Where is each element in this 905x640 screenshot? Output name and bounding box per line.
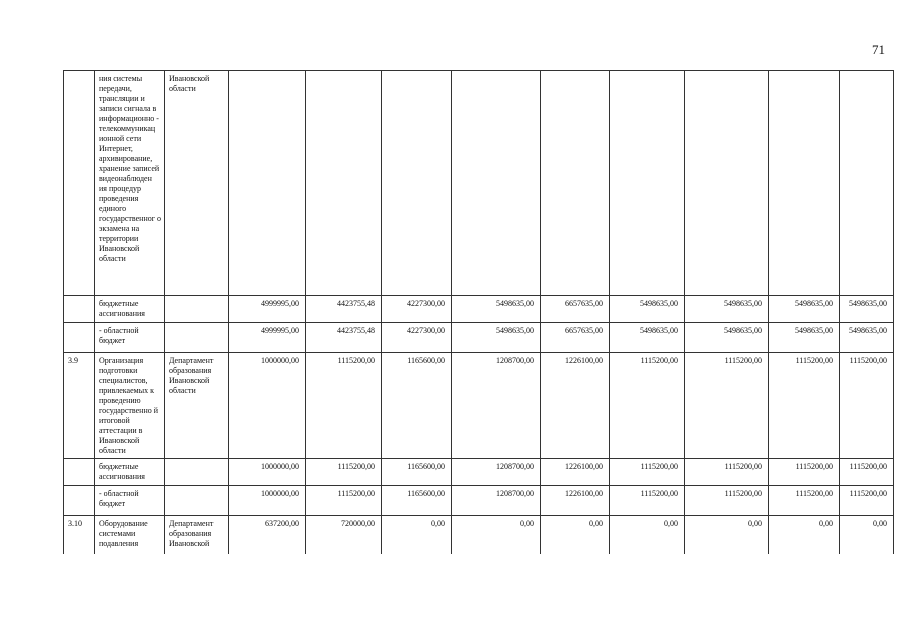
amount-cell: 0,00 xyxy=(840,516,894,554)
amount-cell xyxy=(382,71,452,296)
amount-cell: 4423755,48 xyxy=(306,296,382,323)
row-number-cell: 3.10 xyxy=(64,516,95,554)
activity-name-cell: бюджетные ассигнования xyxy=(95,296,165,323)
activity-name-cell: ния системы передачи, трансляции и записи сигнала в информационно - телекоммуникац ионной сети Интернет, архивирование, хранение записей видеонаблюден ия процедур проведения единого государственног о экзамена на территории Ивановской области xyxy=(95,71,165,296)
amount-cell xyxy=(685,71,769,296)
row-number-cell xyxy=(64,71,95,296)
table-row xyxy=(64,353,894,459)
amount-cell: 1000000,00 xyxy=(229,486,306,516)
amount-cell: 4423755,48 xyxy=(306,323,382,353)
executor-cell xyxy=(165,486,229,516)
table-row xyxy=(64,71,894,296)
amount-cell: 1115200,00 xyxy=(610,459,685,486)
executor-cell xyxy=(165,459,229,486)
amount-cell: 1115200,00 xyxy=(769,459,840,486)
amount-cell: 0,00 xyxy=(382,516,452,554)
table-row xyxy=(64,296,894,323)
amount-cell: 1226100,00 xyxy=(541,486,610,516)
amount-cell xyxy=(840,71,894,296)
executor-cell: Департамент образования Ивановской области xyxy=(165,353,229,459)
row-number-cell xyxy=(64,296,95,323)
amount-cell: 5498635,00 xyxy=(452,323,541,353)
table-row xyxy=(64,323,894,353)
amount-cell: 5498635,00 xyxy=(685,323,769,353)
amount-cell: 1115200,00 xyxy=(685,486,769,516)
amount-cell: 4227300,00 xyxy=(382,296,452,323)
amount-cell: 5498635,00 xyxy=(769,323,840,353)
activity-name-cell: - областной бюджет xyxy=(95,323,165,353)
activity-name-cell: Организация подготовки специалистов, привлекаемых к проведению государственно й итоговой аттестации в Ивановской области xyxy=(95,353,165,459)
executor-cell: Ивановской области xyxy=(165,71,229,296)
amount-cell: 5498635,00 xyxy=(840,323,894,353)
activity-name-cell: бюджетные ассигнования xyxy=(95,459,165,486)
amount-cell: 1165600,00 xyxy=(382,353,452,459)
amount-cell: 1208700,00 xyxy=(452,353,541,459)
amount-cell: 1115200,00 xyxy=(306,353,382,459)
amount-cell xyxy=(452,71,541,296)
amount-cell: 5498635,00 xyxy=(840,296,894,323)
amount-cell xyxy=(610,71,685,296)
executor-cell xyxy=(165,296,229,323)
amount-cell xyxy=(229,71,306,296)
amount-cell: 5498635,00 xyxy=(452,296,541,323)
table-row xyxy=(64,486,894,516)
amount-cell: 0,00 xyxy=(769,516,840,554)
amount-cell: 1208700,00 xyxy=(452,459,541,486)
row-number-cell xyxy=(64,486,95,516)
amount-cell: 0,00 xyxy=(541,516,610,554)
amount-cell xyxy=(306,71,382,296)
amount-cell: 1115200,00 xyxy=(306,459,382,486)
amount-cell: 720000,00 xyxy=(306,516,382,554)
amount-cell: 1115200,00 xyxy=(840,459,894,486)
amount-cell xyxy=(541,71,610,296)
amount-cell: 1000000,00 xyxy=(229,459,306,486)
executor-cell: Департамент образования Ивановской xyxy=(165,516,229,554)
amount-cell: 6657635,00 xyxy=(541,323,610,353)
amount-cell: 1115200,00 xyxy=(610,486,685,516)
budget-table xyxy=(63,70,894,554)
amount-cell: 4999995,00 xyxy=(229,296,306,323)
amount-cell: 637200,00 xyxy=(229,516,306,554)
amount-cell: 1115200,00 xyxy=(769,486,840,516)
amount-cell: 0,00 xyxy=(685,516,769,554)
activity-name-cell: - областной бюджет xyxy=(95,486,165,516)
amount-cell: 1115200,00 xyxy=(840,353,894,459)
amount-cell: 5498635,00 xyxy=(610,323,685,353)
row-number-cell: 3.9 xyxy=(64,353,95,459)
page-number: 71 xyxy=(872,42,885,57)
amount-cell: 5498635,00 xyxy=(769,296,840,323)
amount-cell: 1000000,00 xyxy=(229,353,306,459)
amount-cell: 4999995,00 xyxy=(229,323,306,353)
amount-cell: 1226100,00 xyxy=(541,459,610,486)
amount-cell: 6657635,00 xyxy=(541,296,610,323)
amount-cell: 1165600,00 xyxy=(382,486,452,516)
amount-cell: 1226100,00 xyxy=(541,353,610,459)
amount-cell: 5498635,00 xyxy=(685,296,769,323)
table-row xyxy=(64,459,894,486)
amount-cell: 1115200,00 xyxy=(610,353,685,459)
row-number-cell xyxy=(64,323,95,353)
amount-cell: 5498635,00 xyxy=(610,296,685,323)
amount-cell: 1165600,00 xyxy=(382,459,452,486)
amount-cell: 0,00 xyxy=(610,516,685,554)
executor-cell xyxy=(165,323,229,353)
amount-cell: 0,00 xyxy=(452,516,541,554)
amount-cell xyxy=(769,71,840,296)
amount-cell: 1115200,00 xyxy=(306,486,382,516)
amount-cell: 1208700,00 xyxy=(452,486,541,516)
amount-cell: 4227300,00 xyxy=(382,323,452,353)
amount-cell: 1115200,00 xyxy=(685,459,769,486)
amount-cell: 1115200,00 xyxy=(685,353,769,459)
activity-name-cell: Оборудование системами подавления xyxy=(95,516,165,554)
amount-cell: 1115200,00 xyxy=(840,486,894,516)
amount-cell: 1115200,00 xyxy=(769,353,840,459)
table-row xyxy=(64,516,894,554)
row-number-cell xyxy=(64,459,95,486)
